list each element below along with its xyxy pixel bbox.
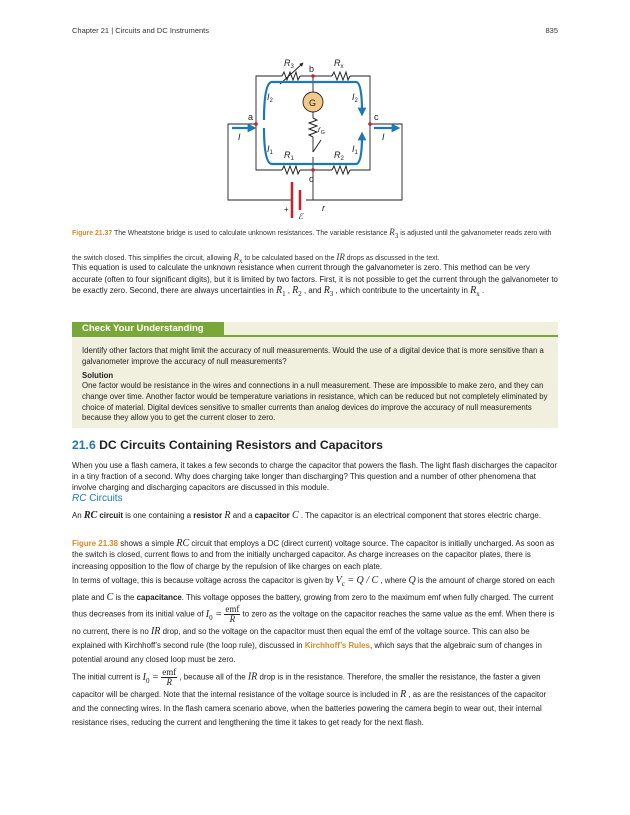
svg-text:R3: [284, 58, 295, 70]
page-number: 835: [545, 26, 558, 35]
section-number: 21.6: [72, 438, 96, 452]
label-r3-sub: 3: [290, 64, 294, 70]
label-i-left: I: [238, 132, 241, 142]
label-rg: r: [318, 125, 321, 134]
check-your-understanding-title: Check Your Understanding: [72, 322, 224, 336]
label-b: b: [309, 64, 315, 74]
label-i1-right-sub: 1: [354, 150, 358, 156]
math-rx: $R_x$: [470, 285, 480, 298]
math-r1: $R_1$: [275, 285, 286, 298]
label-r2-sub: 2: [340, 156, 344, 162]
svg-text:I2: [267, 92, 274, 104]
figure-2138-link[interactable]: Figure 21.38: [72, 539, 119, 548]
label-r1: R: [284, 150, 291, 160]
resistor-r2: [332, 166, 350, 174]
resistor-rg: [309, 118, 317, 137]
eq-vc: $V_c = Q / C$: [335, 575, 379, 588]
svg-text:rG: [318, 125, 325, 136]
paragraph-null-measurement: This equation is used to calculate the unknown resistance when current through the galvanometer is zero. This method can be very accurate (often to four significant digits), but it is limited by two factors. First, it is not possible to get the current through the galvanometer to be exactly zero. Second, there are always uncertainties in $R_1$ , $R_2$ , and $R_3$ , which contribute to the uncertainty in $R_x$ .: [72, 263, 558, 298]
label-r: r: [322, 203, 325, 213]
resistor-r1: [282, 166, 300, 174]
label-plus: +: [284, 205, 289, 214]
wheatstone-bridge-figure: [220, 54, 415, 220]
svg-text:I1: [267, 144, 274, 156]
eq-i0: $I_0$ =: [205, 608, 225, 622]
running-header: Chapter 21 | Circuits and DC Instruments: [72, 26, 210, 35]
paragraph-initial-current: The initial current is $I_0$ = $\frac{\text{emf}}{R}$ , because all of the IR drop is in the resistance. Therefore, the smaller the resistance, the faster a given capacitor will be charged. Note that the internal resistance of the voltage source is included in R , as are the resistances of the capacitor and the connecting wires. In the flash camera scenario above, when the batteries powering the camera begin to wear out, their internal resistance rises, reducing the current and lengthening the time it takes to get ready for the next flash.: [72, 667, 547, 727]
paragraph-rc-definition: An RC circuit is one containing a resistor R and a capacitor C . The capacitor is an electrical component that stores electric charge.: [72, 510, 542, 521]
frac-emf-r: $\frac{\text{emf}}{R}$: [225, 604, 240, 624]
label-rg-sub: G: [320, 130, 325, 136]
label-i1-left: I: [267, 144, 270, 154]
kirchhoffs-rules-link[interactable]: Kirchhoff’s Rules: [304, 640, 370, 650]
node-c: [368, 122, 372, 126]
section-title: DC Circuits Containing Resistors and Capacitors: [95, 438, 383, 452]
frac-emf-r-2: $\frac{\text{emf}}{R}$: [162, 667, 177, 687]
node-d: [311, 168, 315, 172]
node-b: [311, 74, 315, 78]
label-rx: R: [334, 58, 341, 68]
label-emf: ℰ: [298, 212, 303, 220]
label-d: d: [309, 174, 315, 184]
label-r1-sub: 1: [290, 156, 294, 162]
label-a: a: [248, 112, 254, 122]
resistor-rx: [332, 72, 350, 80]
subsection-heading: RC Circuits: [72, 493, 123, 504]
label-i1-right: I: [352, 144, 355, 154]
node-a: [254, 122, 258, 126]
cyu-question: Identify other factors that might limit the accuracy of null measurements. Would the use of a digital device that is more sensitive than a galvanometer improve the accuracy of null measurements?: [82, 346, 544, 366]
svg-text:I1: [352, 144, 359, 156]
label-rx-sub: x: [340, 64, 344, 70]
switch-blade: [313, 140, 321, 152]
label-r3: R: [284, 58, 291, 68]
caption-text: drops as discussed in the text.: [344, 254, 440, 262]
math-r2: $R_2$: [292, 285, 302, 298]
label-i-right: I: [382, 132, 385, 142]
check-your-understanding-rule: [72, 335, 558, 337]
cyu-solution-heading: Solution: [82, 371, 114, 380]
caption-text: The Wheatstone bridge is used to calculate unknown resistances. The variable resistance: [112, 230, 390, 237]
resistor-r3: [282, 72, 300, 80]
caption-math-ir: IR: [336, 251, 345, 262]
eq-initial-current: $I_0$ =: [142, 671, 162, 685]
svg-text:Rx: [334, 58, 344, 70]
label-g: G: [309, 98, 317, 108]
math-r3: $R_3$: [323, 285, 334, 298]
label-i2-right-sub: 2: [354, 98, 358, 104]
label-i1-left-sub: 1: [269, 150, 273, 156]
caption-text: is adjusted until the galvanometer reads zero with the switch closed. This simplifies the circuit, allowing: [72, 230, 552, 262]
cyu-solution: One factor would be resistance in the wires and connections in a null measurement. These are impossible to make zero, and they can change over time. Another factor would be temperature variations in resistance, which can be reduced but not completely eliminated by choice of material. Digital devices sensitive to smaller currents than analog devices do improve the accuracy of null measurements because they allow you to get the current closer to zero.: [82, 381, 548, 423]
caption-label: Figure 21.37: [72, 230, 113, 237]
label-c: c: [374, 112, 379, 122]
caption-text: to be calculated based on the: [242, 254, 337, 262]
caption-math-r3: $R_3$: [389, 227, 399, 240]
svg-text:I2: [352, 92, 359, 104]
check-your-understanding-box: [72, 322, 558, 428]
label-i2-right: I: [352, 92, 355, 102]
caption-math-rx: $R_x$: [233, 251, 243, 265]
paragraph-flash-camera: When you use a flash camera, it takes a few seconds to charge the capacitor that powers the flash. The light flash discharges the capacitor in a tiny fraction of a second. Why does charging take longer than discharging? This question and a number of other phenomena that involve charging and discharging capacitors are discussed in this module.: [72, 461, 557, 493]
svg-text:R1: [284, 150, 295, 162]
label-i2-left-sub: 2: [269, 98, 273, 104]
section-heading: [72, 438, 383, 452]
label-r2: R: [334, 150, 341, 160]
paragraph-figure-2138: Figure 21.38 shows a simple RC circuit that employs a DC (direct current) voltage source. The capacitor is initially uncharged. As soon as the switch is closed, current flows to and from the initially uncharged capacitor. As charge increases on the capacitor plates, there is increasing opposition to the flow of charge by the repulsion of like charges on each plate.: [72, 538, 555, 571]
paragraph-capacitor-voltage: In terms of voltage, this is because voltage across the capacitor is given by $V_c = Q / C$ , where Q is the amount of charge stored on each plate and C is the capacitance. This voltage opposes the battery, growing from zero to the maximum emf when fully charged. The current thus decreases from its initial value of $I_0$ = $\frac{\text{emf}}{R}$ to zero as the voltage on the capacitor reaches the same value as the emf. When there is no current, there is no IR drop, and so the voltage on the capacitor must then equal the emf of the voltage source. This can also be explained with Kirchhoff’s second rule (the loop rule), discussed in Kirchhoff’s Rules, which says that the algebraic sum of changes in potential around any closed loop must be zero.: [72, 575, 555, 664]
label-i2-left: I: [267, 92, 270, 102]
svg-text:R2: [334, 150, 345, 162]
